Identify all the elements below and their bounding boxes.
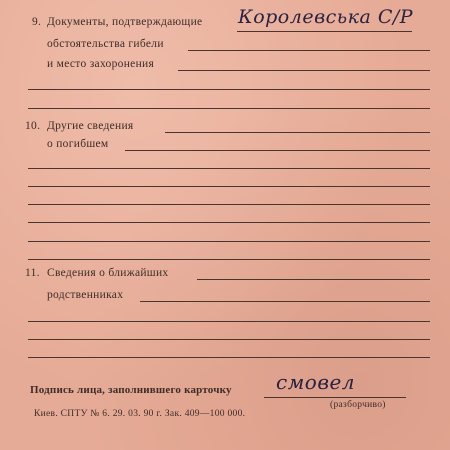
- section10-line3: [28, 168, 430, 169]
- section9-line5: [28, 108, 430, 109]
- signature-line: [264, 397, 406, 398]
- signature-legible-note: (разборчиво): [330, 400, 386, 410]
- section10-label-line1: Другие сведения: [47, 120, 134, 132]
- section9-line1: [237, 31, 412, 32]
- section11-line3: [28, 321, 430, 322]
- section10-line5: [28, 204, 430, 205]
- section10-line4: [28, 186, 430, 187]
- section11-label-line2: родственниках: [47, 289, 124, 301]
- section11-line2: [140, 301, 430, 302]
- section11-line5: [28, 357, 430, 358]
- section11-line4: [28, 339, 430, 340]
- section11-number: 11.: [25, 267, 40, 279]
- section11-label-line1: Сведения о ближайших: [47, 267, 169, 279]
- section10-line7: [28, 241, 430, 242]
- section9-line3: [178, 70, 430, 71]
- section10-line2: [125, 150, 430, 151]
- section9-line2: [188, 50, 430, 51]
- section9-label-line2: обстоятельства гибели: [47, 38, 164, 50]
- section11-line1: [197, 279, 430, 280]
- section10-line1: [165, 132, 430, 133]
- section9-handwritten-value: Королевська С/Р: [238, 6, 414, 28]
- printer-imprint: Киев. СПТУ № 6. 29. 03. 90 г. Зак. 409—100 000.: [34, 409, 246, 419]
- section9-line4: [28, 89, 430, 90]
- section10-line8: [28, 259, 430, 260]
- section9-label-line1: Документы, подтверждающие: [47, 16, 203, 28]
- section10-line6: [28, 222, 430, 223]
- section10-number: 10.: [25, 120, 41, 132]
- section9-number: 9.: [32, 16, 42, 28]
- section10-label-line2: о погибшем: [47, 138, 109, 150]
- signature-label: Подпись лица, заполнившего карточку: [30, 384, 232, 396]
- signature-handwritten: смовел: [276, 370, 356, 394]
- section9-label-line3: и место захоронения: [47, 58, 155, 70]
